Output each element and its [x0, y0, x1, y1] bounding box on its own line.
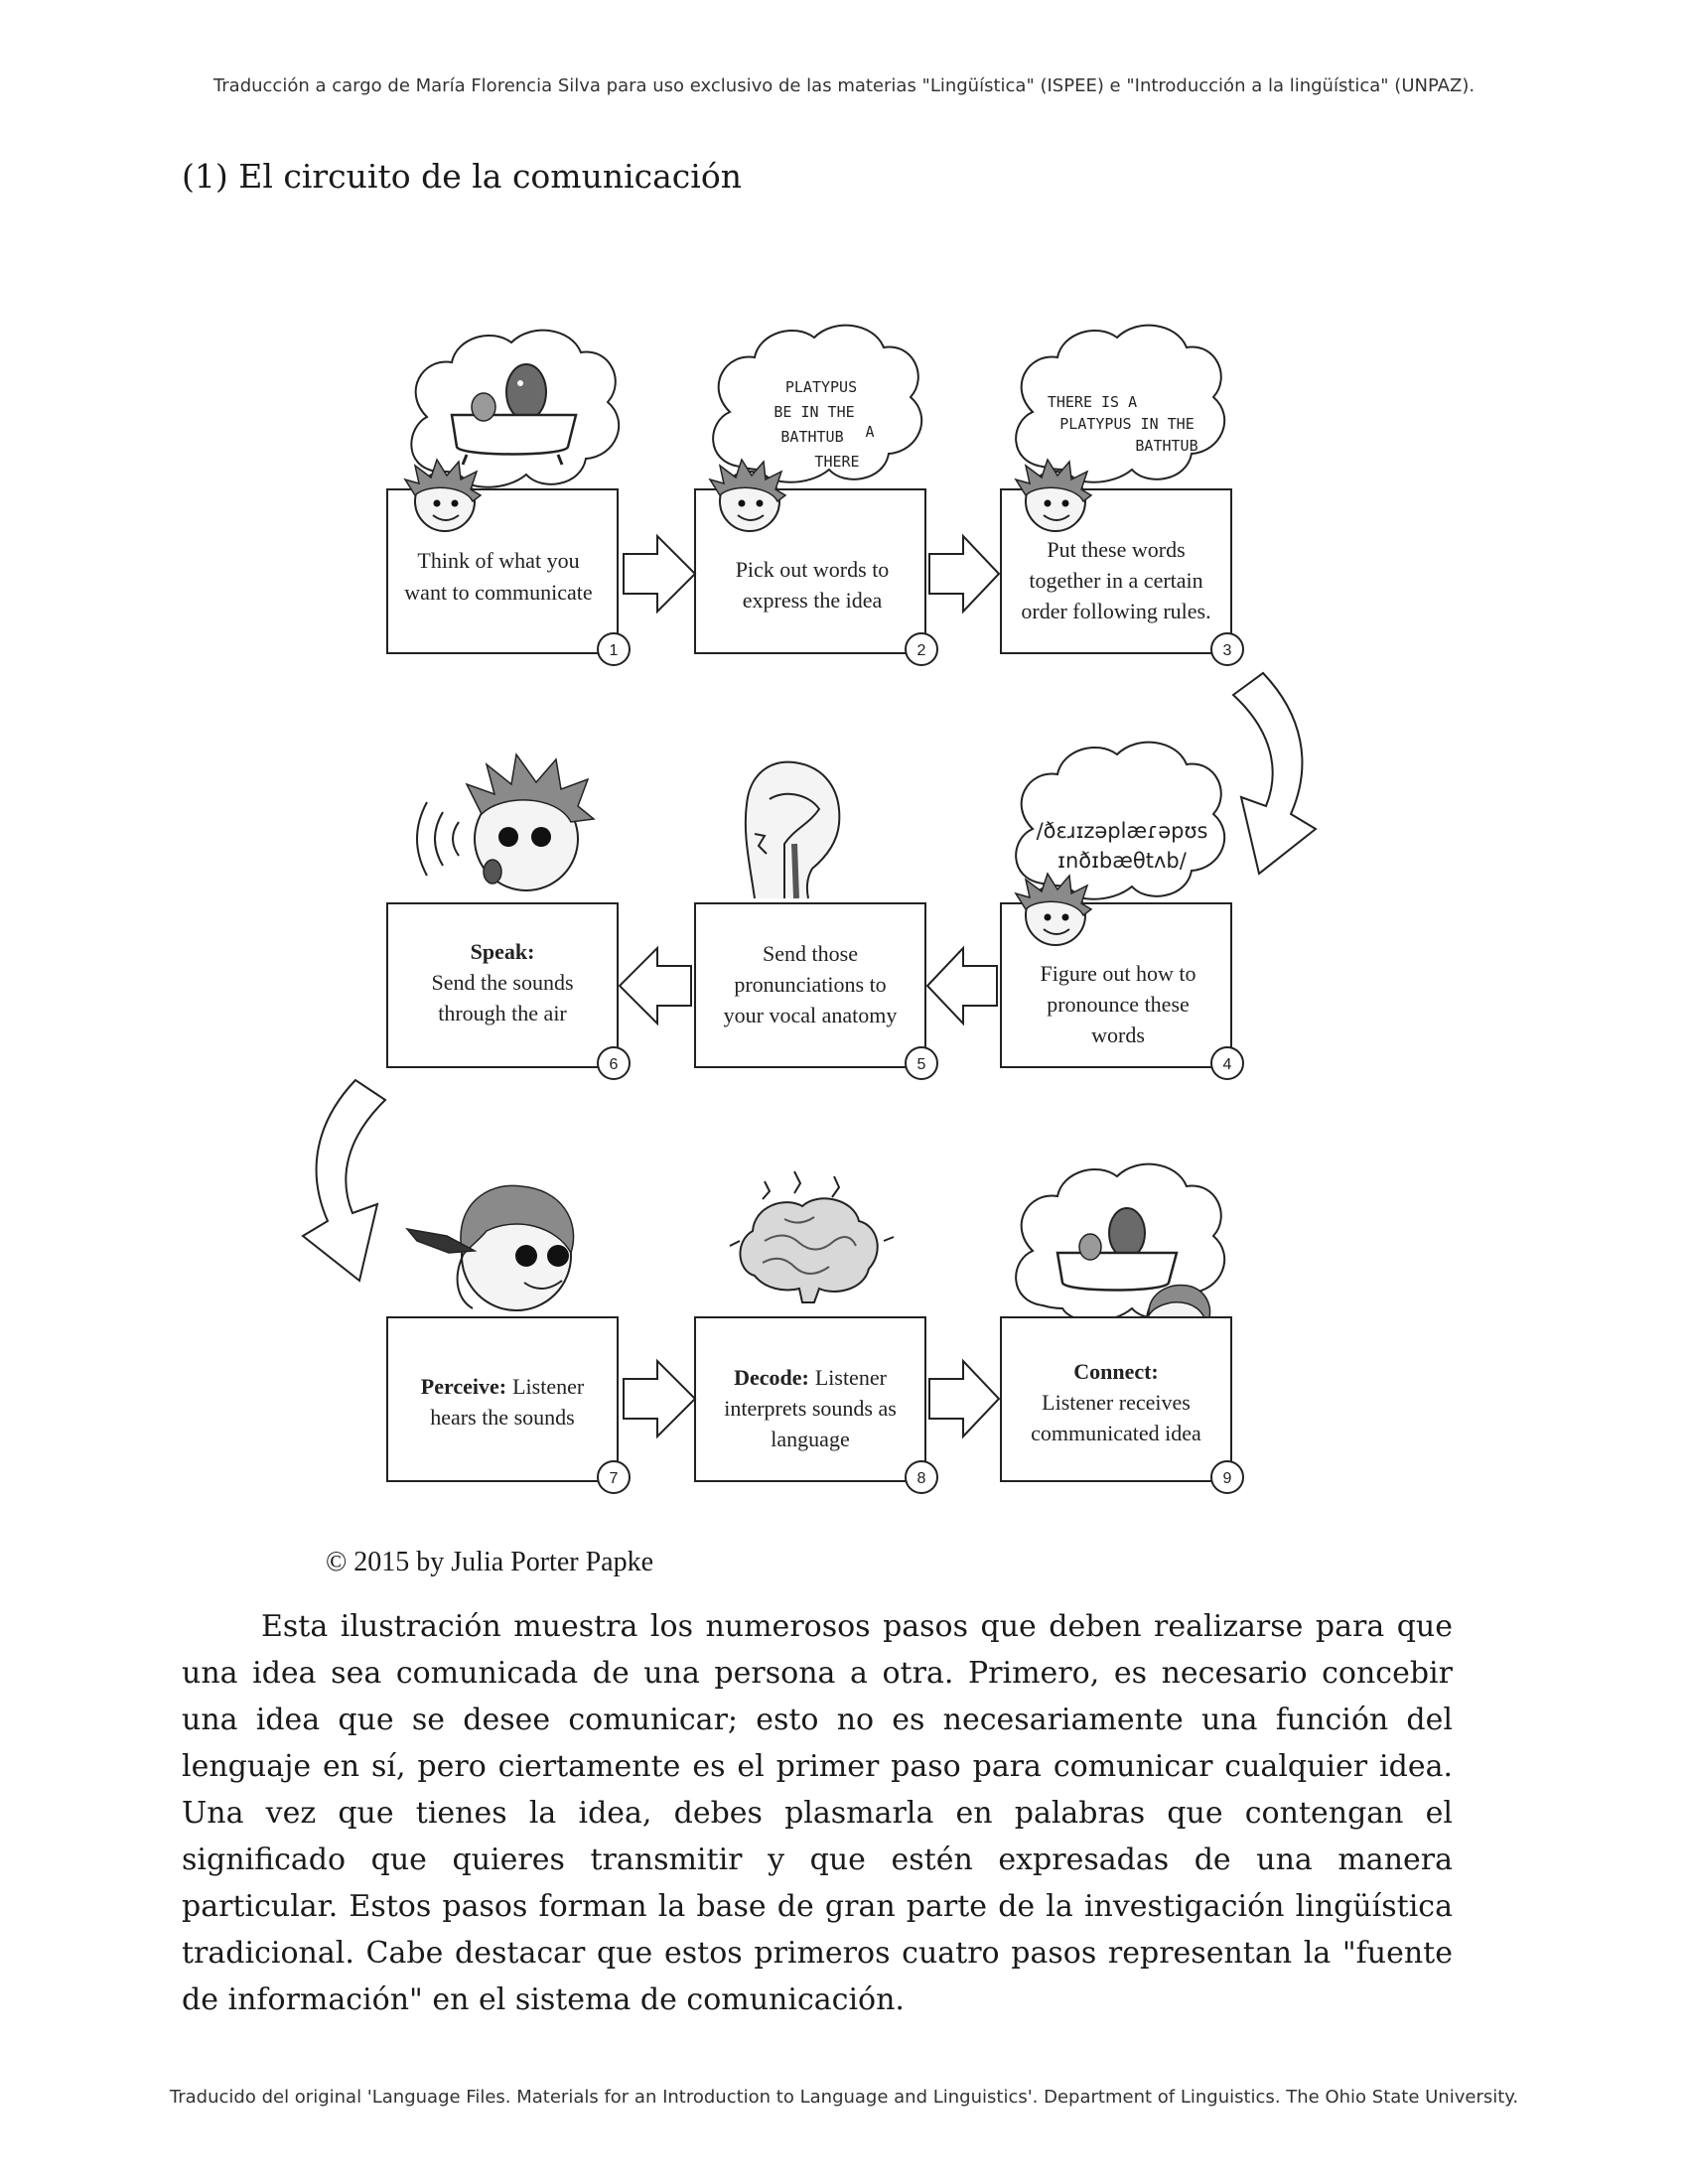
step-9-bold-label: Connect: — [1073, 1359, 1159, 1384]
arrow-left-icon — [620, 948, 691, 1024]
step-box-7 — [387, 1317, 618, 1481]
step-8-text-line: interprets sounds as — [724, 1396, 897, 1421]
curved-arrow-down-icon — [303, 1080, 385, 1281]
step-4-text-line: pronounce these — [1047, 992, 1190, 1017]
svg-text:4: 4 — [1222, 1056, 1232, 1073]
step-number-badge-3 — [1211, 633, 1243, 665]
svg-text:6: 6 — [609, 1056, 619, 1073]
step-6-text-line: Send the sounds — [431, 970, 574, 995]
svg-text:THERE IS A: THERE IS A — [1047, 393, 1138, 411]
step-3-text-line: together in a certain — [1029, 568, 1203, 593]
svg-text:1: 1 — [609, 642, 619, 659]
arrow-left-icon — [927, 948, 997, 1024]
curved-arrow-down-icon — [1233, 673, 1316, 874]
source-footer-note: Traducido del original 'Language Files. Materials for an Introduction to Language and Linguistics'. Department of Linguistics. The Ohio State University. — [169, 2087, 1519, 2108]
step-7-text-line: Perceive: Listener — [420, 1374, 585, 1399]
translation-header-note: Traducción a cargo de María Florencia Silva para uso exclusivo de las materias "Lingüística" (ISPEE) e "Introducción a la lingüística" (UNPAZ). — [212, 75, 1476, 96]
step-5-text-line: Send those — [763, 941, 858, 966]
svg-text:BE IN THE: BE IN THE — [774, 403, 855, 421]
svg-text:9: 9 — [1222, 1470, 1232, 1487]
speaking-face-icon — [417, 754, 594, 890]
svg-text:ɪnðɪbæθtʌb/: ɪnðɪbæθtʌb/ — [1057, 849, 1187, 873]
step-9-text-line: communicated idea — [1031, 1421, 1201, 1445]
step-9-text-line: Listener receives — [1042, 1390, 1191, 1415]
step-number-badge-7 — [598, 1461, 630, 1493]
step-number-badge-1 — [598, 633, 630, 665]
svg-text:PLATYPUS: PLATYPUS — [784, 378, 858, 396]
svg-text:/ðɛɹɪzəplæɾəpʊs: /ðɛɹɪzəplæɾəpʊs — [1036, 819, 1208, 843]
arrow-right-icon — [624, 1361, 695, 1436]
step-1-text-line: want to communicate — [404, 580, 593, 605]
svg-text:THERE: THERE — [814, 453, 860, 471]
step-3-text-line: order following rules. — [1021, 599, 1211, 623]
svg-text:2: 2 — [916, 642, 926, 659]
svg-text:3: 3 — [1222, 642, 1232, 659]
step-2-text-line: express the idea — [742, 588, 883, 613]
svg-text:A: A — [865, 423, 875, 441]
svg-text:BATHTUB: BATHTUB — [780, 428, 844, 446]
step-6-bold-label: Speak: — [470, 939, 535, 964]
step-5-text-line: pronunciations to — [734, 972, 887, 997]
step-5-text-line: your vocal anatomy — [723, 1003, 898, 1027]
step-3-text-line: Put these words — [1047, 537, 1186, 562]
step-4-text-line: Figure out how to — [1040, 961, 1196, 986]
step-7-text-line: hears the sounds — [430, 1405, 575, 1430]
arrow-right-icon — [624, 536, 695, 612]
svg-text:5: 5 — [916, 1056, 926, 1073]
step-2-text-line: Pick out words to — [735, 557, 890, 582]
svg-text:8: 8 — [916, 1470, 926, 1487]
step-8-text-line: language — [771, 1427, 850, 1451]
arrow-right-icon — [929, 1361, 999, 1436]
vocal-anatomy-icon — [746, 762, 840, 898]
step-6-text-line: through the air — [438, 1001, 567, 1025]
step-number-badge-9 — [1211, 1461, 1243, 1493]
section-heading: (1) El circuito de la comunicación — [182, 157, 742, 196]
step-4-text-line: words — [1091, 1023, 1145, 1047]
svg-text:7: 7 — [609, 1470, 619, 1487]
step-number-badge-5 — [906, 1047, 937, 1079]
svg-text:BATHTUB: BATHTUB — [1135, 437, 1198, 455]
listener-face-icon — [407, 1185, 574, 1310]
svg-text:PLATYPUS IN THE: PLATYPUS IN THE — [1059, 415, 1195, 433]
figure-copyright: © 2015 by Julia Porter Papke — [326, 1547, 654, 1577]
step-number-badge-8 — [906, 1461, 937, 1493]
step-number-badge-2 — [906, 633, 937, 665]
body-paragraph: Esta ilustración muestra los numerosos pasos que deben realizarse para que una idea sea comunicada de una persona a otra. Primero, es necesario concebir una idea que se desee comunicar; esto no es necesariamente una función del lenguaje en sí, pero ciertamente es el primer paso para comunicar cualquier idea. Una vez que tienes la idea, debes plasmarla en palabras que contengan el significado que quieres transmitir y que estén expresadas de una manera particular. Estos pasos forman la base de gran parte de la investigación lingüística tradicional. Cabe destacar que estos primeros cuatro pasos representan la "fuente de información" en el sistema de comunicación. — [182, 1609, 1453, 2017]
step-1-text-line: Think of what you — [417, 548, 580, 573]
arrow-right-icon — [929, 536, 999, 612]
step-number-badge-6 — [598, 1047, 630, 1079]
step-8-text-line: Decode: Listener — [734, 1365, 887, 1390]
brain-icon — [730, 1171, 894, 1302]
step-number-badge-4 — [1211, 1047, 1243, 1079]
